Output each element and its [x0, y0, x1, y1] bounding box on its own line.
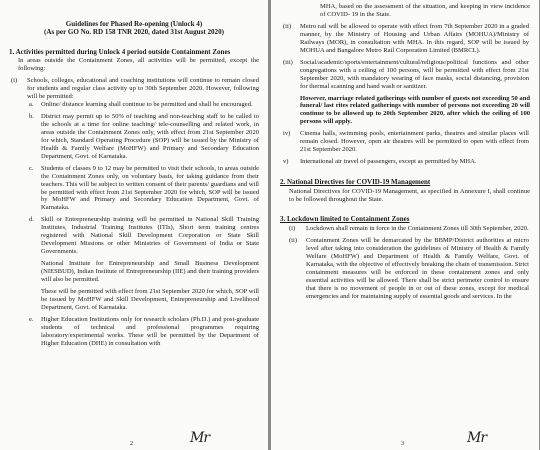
item-text: Containment Zones will be demarcated by the BBMP/District authorities at micro level after taking into consideration the guidelines of Ministry of Health & Family Welfare (MoHFW) and Department of Health & Family Welfare, Govt. of Karnataka, with the objective of effectively breaking the chain of transmission. Strict containment measures will be enforced in these containment zones and only essential activities will be allowed. There shall be strict perimeter control to ensure that there is no movement of people in or out of these zones, except for medical emergencies and for maintaining supply of essential goods and services. In the [306, 236, 529, 300]
item-text: Metro rail will be allowed to operate with effect from 7th September 2020 in a graded manner, by the Ministry of Housing and Urban Affairs (MOHUA)/Ministry of Railways (MOR), in consultation with MHA. In this regard, SOP will be issued by MOHUA and Bangalore Metro Rail Corporation Limited (BMRCL). [300, 22, 529, 54]
subitem-label: e. [29, 315, 34, 323]
subitem-d [9, 216, 259, 256]
item-label: iv) [283, 130, 291, 138]
item-iii-bold-note: However, marriage related gatherings with number of guests not exceeding 50 and funeral/ last rites related gatherings with number of persons not exceeding 20 will continue to be allowed up to 20th September 2020, after which the ceiling of 100 persons will apply. [300, 94, 530, 126]
item-text: International air travel of passengers, except as permitted by MHA. [300, 158, 477, 166]
subitem-text: Online/ distance learning shall continue to be permitted and shall be encouraged. [41, 100, 253, 108]
subitem-label: b. [29, 112, 34, 120]
section-1-heading: 1. Activities permitted during Unlock 4 period outside Containment Zones [9, 47, 231, 56]
subitem-text: Skill or Entrepreneurship training will be permitted in National Skill Training Institutes, Industrial Training Institutes (ITIs), Short term training centres registered with National Skill Development Corporation or State Skill Development Missions or other Ministries of Government of India or State Governments. [41, 216, 259, 256]
subitem-d-paragraph-2: National Institute for Entrepreneurship and Small Business Development (NIESBUD), Indian Institute of Entrepreneurship (IIE) and their training providers will also be permitted. [41, 260, 259, 284]
item-text: Social/academic/sports/entertainment/cultural/religious/political functions and other congregations with a ceiling of 100 persons, will be permitted with effect from 21st September 2020, with mandatory wearing of face masks, social distancing, provision for thermal scanning and hand wash or sanitizer. [300, 58, 529, 90]
item-iii [280, 59, 530, 91]
section-2-text: National Directives for COVID-19 Management, as specified in Annexure I, shall continue to be followed throughout the State. [289, 187, 530, 203]
section-3-item-i [280, 225, 530, 233]
page-number: 2 [130, 441, 133, 447]
item-v [280, 158, 530, 166]
signature: Mr [190, 430, 210, 446]
section-2-heading: 2. National Directives for COVID-19 Management [280, 178, 431, 187]
document-page-right [271, 0, 539, 450]
item-iv [280, 130, 530, 154]
item-ii [280, 23, 530, 55]
item-text: Lockdown shall remain in force in the Containment Zones till 30th September, 2020. [306, 224, 529, 232]
document-title: Guidelines for Phased Re-opening (Unlock 4) [65, 20, 203, 28]
subitem-text: Higher Education Institutions only for research scholars (Ph.D.) and post-graduate students of technical and professional programmes requiring laboratory/experimental works. These will be permitted by the Department of Higher Education (DHE) in consultation with [41, 315, 259, 347]
section-1-intro: In areas outside the Containment Zones, all activities will be permitted, except the following: [18, 57, 259, 73]
subitem-c [9, 165, 259, 213]
document-page-left [0, 0, 268, 450]
item-i [9, 77, 259, 101]
subitem-b [9, 113, 259, 161]
subitem-label: c. [29, 164, 34, 172]
item-label: (i) [11, 77, 18, 85]
item-label: (ii) [283, 22, 291, 30]
item-text: Schools, colleges, educational and coaching institutions will continue to remain closed for students and regular class activity up to 30th September 2020. However, following will be permitted: [27, 77, 259, 101]
document-subtitle: (As per GO No. RD 158 TNR 2020, dated 31st August 2020) [43, 28, 225, 37]
item-label: (i) [289, 224, 296, 232]
subitem-text: Students of classes 9 to 12 may be permitted to visit their schools, in areas outside the Containment Zones only, on voluntary basis, for taking guidance from their teachers. This will be subject to written consent of their parents/ guardians and will be permitted with effect from 21st September 2020 for which, SOP will be issued by MoHFW and Primary and Secondary Education Department, Govt. of Karnataka. [41, 164, 259, 212]
page-number: 3 [401, 441, 404, 447]
continued-text: MHA, based on the assessment of the situation, and keeping in view incidence of COVID- 19 in the State. [320, 3, 530, 18]
subitem-label: a. [29, 100, 34, 108]
subitem-e [9, 316, 259, 348]
item-label: (ii) [289, 236, 297, 244]
item-label: v) [283, 158, 289, 166]
section-3-item-ii [280, 237, 530, 301]
subitem-d-paragraph-3: These will be permitted with effect from 21st September 2020 for which, SOP will be issued by MoHFW and Skill Development, Entrepreneurship and Livelihood Department, Govt. of Karnataka. [41, 288, 259, 311]
signature: Mr [467, 430, 487, 446]
subitem-label: d. [29, 216, 34, 224]
item-label: (iii) [283, 58, 293, 66]
item-text: Cinema halls, swimming pools, entertainment parks, theatres and similar places will remain closed. However, open air theatres will be permitted to open with effect from 21st September 2020. [300, 130, 529, 154]
subitem-text: District may permit up to 50% of teaching and non-teaching staff to be called to the schools at a time for online teaching/ tele-counselling and related work, in areas outside the Containment Zones only, with effect from 21st September 2020 for which, Standard Operating Procedure (SOP) will be issued by the Ministry of Health & Family Welfare (MoHFW) and Primary and Secondary Education Department, Govt. of Karnataka. [41, 112, 259, 160]
section-3-heading: 3. Lockdown limited to Containment Zones [280, 215, 410, 224]
subitem-a [9, 101, 259, 109]
